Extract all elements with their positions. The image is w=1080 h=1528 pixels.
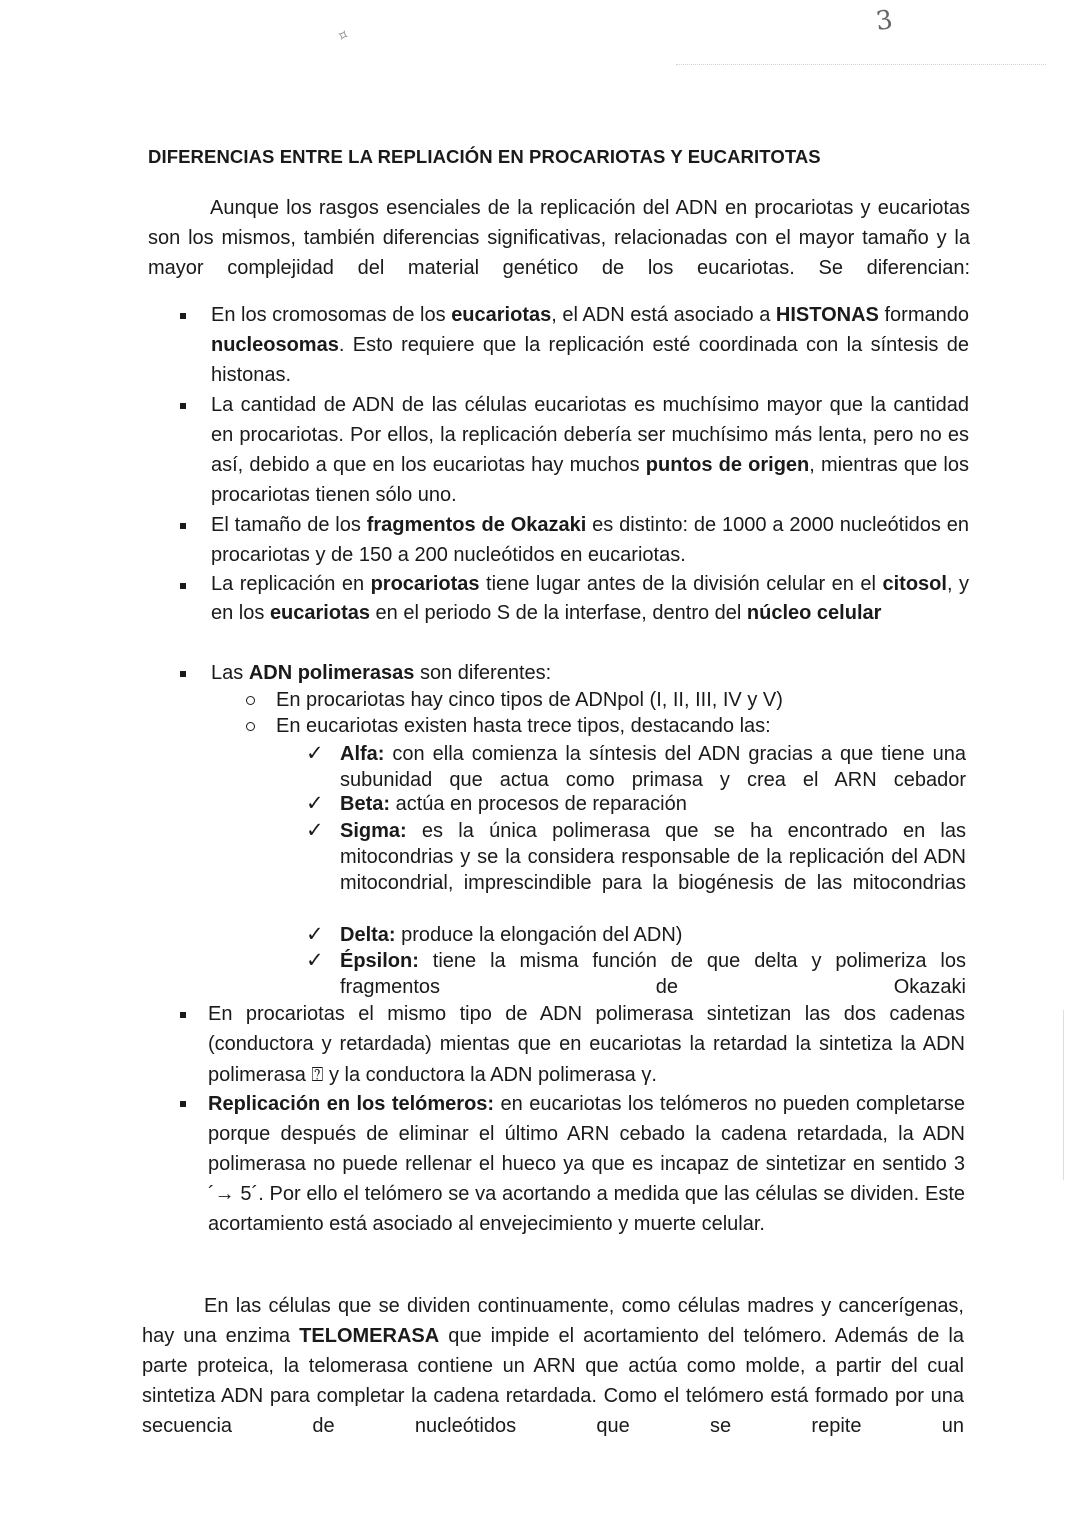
text: es distinto: de 1000 a 2000 nucleótidos en procariotas y de 150 a 200 nucleótidos en eucariotas. [211,514,969,566]
text: produce la elongación del ADN) [395,924,683,946]
term-alfa: Alfa: [340,743,385,765]
text: En procariotas el mismo tipo de ADN polimerasa sintetizan las dos cadenas (conductora y retardada) mientas que en eucariotas la retardad la sintetiza la ADN polimerasa [208,1003,965,1086]
check-icon: ✓ [306,948,324,972]
term-nucleo-celular: núcleo celular [746,602,882,624]
text: . Esto requiere que la replicación esté coordinada con la síntesis de histonas. [211,334,969,386]
term-telomerasa: TELOMERASA [299,1325,440,1347]
term-puntos-origen: puntos de origen [645,454,810,476]
text: En las células que se dividen continuamente, como células madres y cancerígenas, hay una enzima [142,1295,964,1347]
check-icon: ✓ [306,791,324,815]
bullet-marker [180,1012,186,1018]
term-eucariotas: eucariotas [269,602,370,624]
term-eucariotas: eucariotas [451,304,552,326]
bullet-telomeros [208,1089,965,1239]
text: en el periodo S de la interfase, dentro del [370,602,747,624]
text: actúa en procesos de reparación [390,793,687,815]
bullet-marker [180,403,186,409]
text: El tamaño de los [211,514,367,536]
page-number: 3 [873,4,895,38]
sub-bullet-marker [246,722,255,731]
bullet-marker [180,583,186,589]
text: formando [878,304,969,326]
text: es la única polimerasa que se ha encontrado en las mitocondrias y se la considera responsable de la replicación del ADN mitocondrial, imprescindible para la biogénesis de las mitocondrias [340,820,966,894]
bullet-polimerasas [211,659,969,687]
text: tiene lugar antes de la división celular en el [479,573,883,595]
term-replicacion-telomeros: Replicación en los telómeros: [208,1093,495,1115]
text: La cantidad de ADN de las células eucariotas es muchísimo mayor que la cantidad en procariotas. Por ellos, la replicación debería ser muchísimo más lenta, pero no es así, debido a que en los eucariotas hay muchos [211,394,969,476]
bullet-localizacion [211,570,969,628]
sub-item-procariotas: En procariotas hay cinco tipos de ADNpol (I, II, III, IV y V) [276,689,783,711]
check-item-sigma [340,818,966,922]
scan-rule-side [1063,1010,1064,1180]
term-histonas: HISTONAS [775,304,879,326]
bullet-marker [180,523,186,529]
missing-glyph-icon: ⍰ [311,1062,324,1086]
closing-paragraph [142,1291,964,1471]
text: , el ADN está asociado a [551,304,776,326]
check-icon: ✓ [306,741,324,765]
text: , mientras que los procariotas tienen sólo uno. [211,454,969,506]
bullet-marker [180,1101,186,1107]
bullet-okazaki [211,510,969,570]
text: , y en los [211,573,969,624]
check-item-beta [340,791,966,817]
scan-rule-top [676,64,1046,65]
check-icon: ✓ [306,922,324,946]
text: y la conductora la ADN polimerasa γ. [323,1064,657,1086]
check-icon: ✓ [306,818,324,842]
intro-paragraph: Aunque los rasgos esenciales de la replicación del ADN en procariotas y eucariotas son los mismos, también diferencias significativas, relacionadas con el mayor tamaño y la mayor complejidad del material genético de los eucariotas. Se diferencian: [148,197,970,279]
text: en eucariotas los telómeros no pueden completarse porque después de eliminar el último ARN cebado la cadena retardada, la ADN polimerasa no puede rellenar el hueco ya que es incapaz de sintetizar en sentido 3´→ 5´. Por ello el telómero se va acortando a medida que las células se dividen. Este acortamiento está asociado al envejecimiento y muerte celular. [208,1093,965,1235]
term-beta: Beta: [340,793,391,815]
bullet-cantidad-adn [211,390,969,510]
term-citosol: citosol [882,573,947,595]
term-epsilon: Épsilon: [340,950,419,972]
text: son diferentes: [414,662,552,684]
term-fragmentos-okazaki: fragmentos de Okazaki [366,514,587,536]
text: con ella comienza la síntesis del ADN gracias a que tiene una subunidad que actua como primasa y crea el ARN cebador [340,743,966,791]
term-delta: Delta: [340,924,396,946]
bullet-tipo-polimerasa [208,999,965,1090]
text: La replicación en [211,573,371,595]
bullet-marker [180,671,186,677]
text: Las [211,662,249,684]
text: tiene la misma función de que delta y polimeriza los fragmentos de Okazaki [340,950,966,998]
text: En los cromosomas de los [211,304,452,326]
term-adn-polimerasas: ADN polimerasas [248,662,415,684]
bullet-marker [180,313,186,319]
sub-bullet-marker [246,696,255,705]
term-nucleosomas: nucleosomas [211,334,339,356]
bullet-histonas [211,300,969,390]
sub-item-eucariotas: En eucariotas existen hasta trece tipos, destacando las: [276,715,771,737]
pen-mark: ✧ [333,26,352,47]
document-title: DIFERENCIAS ENTRE LA REPLIACIÓN EN PROCARIOTAS Y EUCARITOTAS [148,146,821,167]
term-sigma: Sigma: [340,820,407,842]
check-item-delta [340,922,966,948]
text: que impide el acortamiento del telómero. Además de la parte proteica, la telomerasa contiene un ARN que actúa como molde, a partir del cual sintetiza ADN para completar la cadena retardada. Como el telómero está formado por una secuencia de nucleótidos que se repite un [142,1325,964,1437]
term-procariotas: procariotas [370,573,480,595]
